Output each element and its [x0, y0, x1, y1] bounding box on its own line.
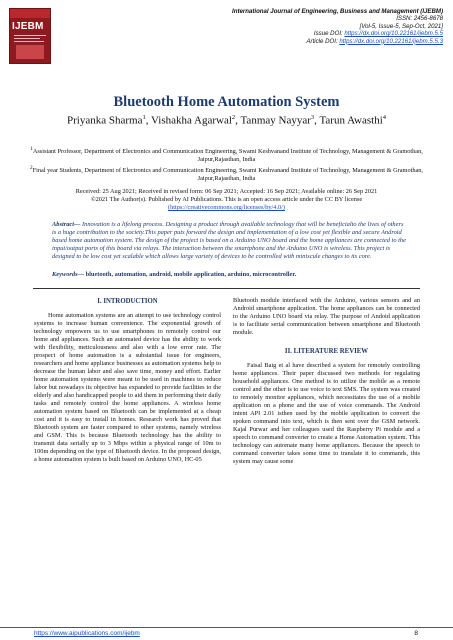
section-divider	[33, 288, 420, 289]
abstract-text: Innovation is a lifelong process. Designing a product through available technology that will be beneficialto the lives of others is a huge contribution to the society.This paper puts forward the design and implementation of a low cost yet flexible and secure Android based home automation system. The design of the project is based on a Arduino UNO board and the home appliances are connected to the input/output ports of this board via relays. The interaction between the smartphone and the Arduino UNO is wireless. This project is designed to be low cost yet scalable which allows large variety of devices to be controlled with miniscule changes to its core.	[52, 221, 406, 260]
keywords-label: Keywords—	[52, 271, 84, 278]
cover-band	[10, 9, 50, 18]
license-link[interactable]: (https://creativecommons.org/licenses/by/4.0/)	[167, 204, 286, 211]
author-separator: ,	[235, 114, 241, 127]
issue-doi-link[interactable]: https://dx.doi.org/10.22161/ijebm.5.5	[344, 30, 443, 38]
page-number: 8	[414, 630, 418, 637]
journal-name: International Journal of Engineering, Business and Management (IJEBM)	[232, 8, 443, 15]
journal-cover-logo	[9, 8, 51, 64]
author: Vishakha Agarwal	[151, 114, 232, 127]
affiliation-2	[22, 164, 431, 183]
author-sup: 2	[231, 114, 236, 121]
issue-doi	[232, 30, 443, 37]
footer-url-link[interactable]: https://www.aipublications.com/ijebm	[34, 630, 140, 637]
license-line: ©2021 The Author(s). Published by AI Publications. This is an open access article under the CC BY license	[90, 196, 363, 203]
section-heading-literature-review: II. LITERATURE REVIEW	[284, 348, 369, 355]
keywords-text: bluetooth, automation, android, mobile application, arduino, microcontroller.	[83, 271, 297, 278]
cover-logo-text: IJEBM	[12, 21, 44, 32]
affiliation-text: Assistant Professor, Department of Electronics and Communication Engineering, Swami Keshvanand Institute of Technology, Management & Gramothan, Jaipur,Rajasthan, India	[32, 148, 423, 164]
left-column	[34, 297, 221, 470]
issue-doi-label: Issue DOI:	[313, 30, 345, 38]
abstract-label: Abstract—	[52, 221, 81, 228]
author-list	[0, 114, 453, 127]
cover-image	[16, 45, 44, 59]
author: Tanmay Nayyar	[240, 114, 311, 127]
dates-line: Received: 25 Aug 2021; Received in revised form: 06 Sep 2021; Accepted: 16 Sep 2021; Available online: 26 Sep 2021	[75, 188, 378, 195]
footer-divider	[0, 627, 453, 628]
cover-line	[14, 38, 40, 39]
journal-info	[232, 8, 443, 45]
author-separator: ,	[145, 114, 152, 127]
abstract	[52, 221, 408, 261]
literature-paragraph: Faisal Baig et al have described a system for remotely controlling home appliances. Their paper discussed two methods for regulating household appliances. One method is to utilize the mobile as a remote control and the other is to use voice to text SMS. The system was created to remotely monitor appliances, which necessitates the use of a mobile application on a phone and the use of voice commands. The Android intent API 2.01 isthen used by the mobile application to convert the spoken command into text, which is then sent over the GSM network. Kajal Purwar and her colleagues used the Raspberry Pi module and a speech to command converter to create a Home Automation system. This technology can automate many home appliances. Because the speech to command converter takes some time to translate it to commands, this system may cause some	[233, 362, 420, 465]
section-heading-introduction: I. INTRODUCTION	[97, 298, 158, 305]
publication-dates	[20, 188, 433, 212]
intro-paragraph-continued: Bluetooth module interfaced with the Arduino, various sensors and an Android smartphone application. The home appliances can be connected to the Arduino UNO board via relay. The purpose of Andoid application is to facilitate serial communication between smartphone and Bluetooth module.	[233, 297, 420, 336]
author: Priyanka Sharma	[67, 114, 143, 127]
affiliation-sup: 2	[29, 165, 33, 171]
author-sup: 4	[382, 114, 386, 121]
author: Tarun Awasthi	[319, 114, 383, 127]
affiliation-1	[22, 145, 431, 164]
affiliation-sup: 1	[30, 146, 33, 152]
right-column	[233, 297, 420, 472]
article-doi-link[interactable]: https://dx.doi.org/10.22161/ijebm.5.5.3	[339, 37, 443, 45]
author-separator: ,	[314, 114, 320, 127]
cover-line	[14, 35, 46, 36]
journal-issn: ISSN: 2456-8678	[396, 15, 443, 23]
journal-volume: [Vol-5, Issue-5, Sep-Oct, 2021]	[359, 22, 443, 30]
author-sup: 3	[310, 114, 315, 121]
author-sup: 1	[142, 114, 146, 121]
keywords	[52, 271, 408, 278]
paper-title: Bluetooth Home Automation System	[113, 94, 340, 110]
journal-header	[0, 0, 453, 80]
article-doi	[232, 38, 443, 45]
intro-paragraph: Home automation systems are an attempt to use technology control systems to increase human convenience. The exponential growth of technology empowers us to use smartphones to remotely control our home and appliances. Such an automated device has the ability to work with flexibility, meticulousness and also with a low error rate. The prospect of home automation is a substantial issue for engineers, researchers and home appliance businesses as automation systems help to decrease the human labor and also save time, money and effort. Earlier home automation systems were meant to be used in machines to reduce labor but nowadays its objective has expanded to provide facilities to the elderly and also handicapped people to aid them in performing their daily tasks and remotely control the home appliances. A wireless home automation system based on Bluetooth can be implemented at a cheap cost and it is easy to install in homes. Research work has proved that Bluetooth system are faster compared to other systems, namely wireless and GSM. This is because Bluetooth technology has the ability to transmit data serially up to 3 Mbps within a physical range of 10m to 100m depending on the type of Bluetooth device. In the proposed design, a home automation system is built based on Arduino UNO, HC-05	[34, 312, 221, 463]
cover-line	[14, 41, 44, 42]
article-doi-label: Article DOI:	[306, 37, 340, 45]
affiliation-text: Final year Students, Department of Electronics and Communication Engineering, Swami Keshvanand Institute of Technology, Management & Gramothan, Jaipur,Rajasthan, India	[32, 167, 424, 183]
